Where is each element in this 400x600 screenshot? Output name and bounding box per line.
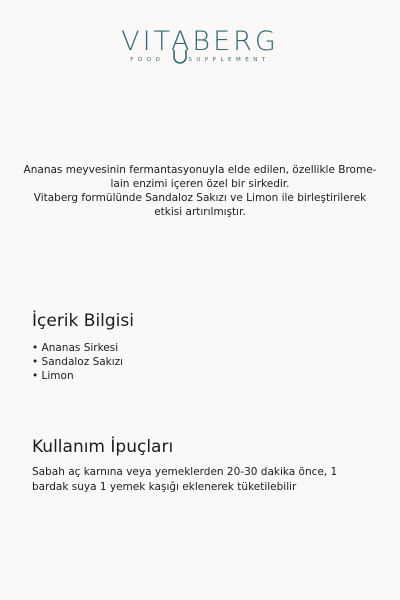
ingredients-title: İçerik Bilgisi (32, 311, 134, 331)
description-line: Vitaberg formülünde Sandaloz Sakızı ve Limon ile birleştirilerek (33, 192, 367, 204)
product-description (18, 163, 382, 219)
ingredients-list (32, 341, 123, 383)
brand-name: VITABERG (121, 26, 279, 57)
tagline-food: FOOD (130, 57, 165, 63)
ingredient-item: • Limon (32, 369, 123, 383)
ingredient-item: • Ananas Sirkesi (32, 341, 123, 355)
usage-title: Kullanım İpuçları (32, 437, 174, 457)
description-line: Ananas meyvesinin fermantasyonuyla elde edilen, özellikle Brome- (23, 164, 377, 176)
ingredient-item: • Sandaloz Sakızı (32, 355, 123, 369)
usage-text: Sabah aç karnına veya yemeklerden 20-30 dakika önce, 1 bardak suya 1 yemek kaşığı eklenerek tüketilebilir (32, 466, 338, 493)
description-line: etkisi artırılmıştır. (154, 206, 246, 218)
brand-logo (0, 28, 400, 55)
tagline-supplement: SUPPLEMENT (188, 57, 270, 63)
brand-tagline (0, 57, 400, 63)
description-line: lain enzimi içeren özel bir sirkedir. (110, 178, 290, 190)
